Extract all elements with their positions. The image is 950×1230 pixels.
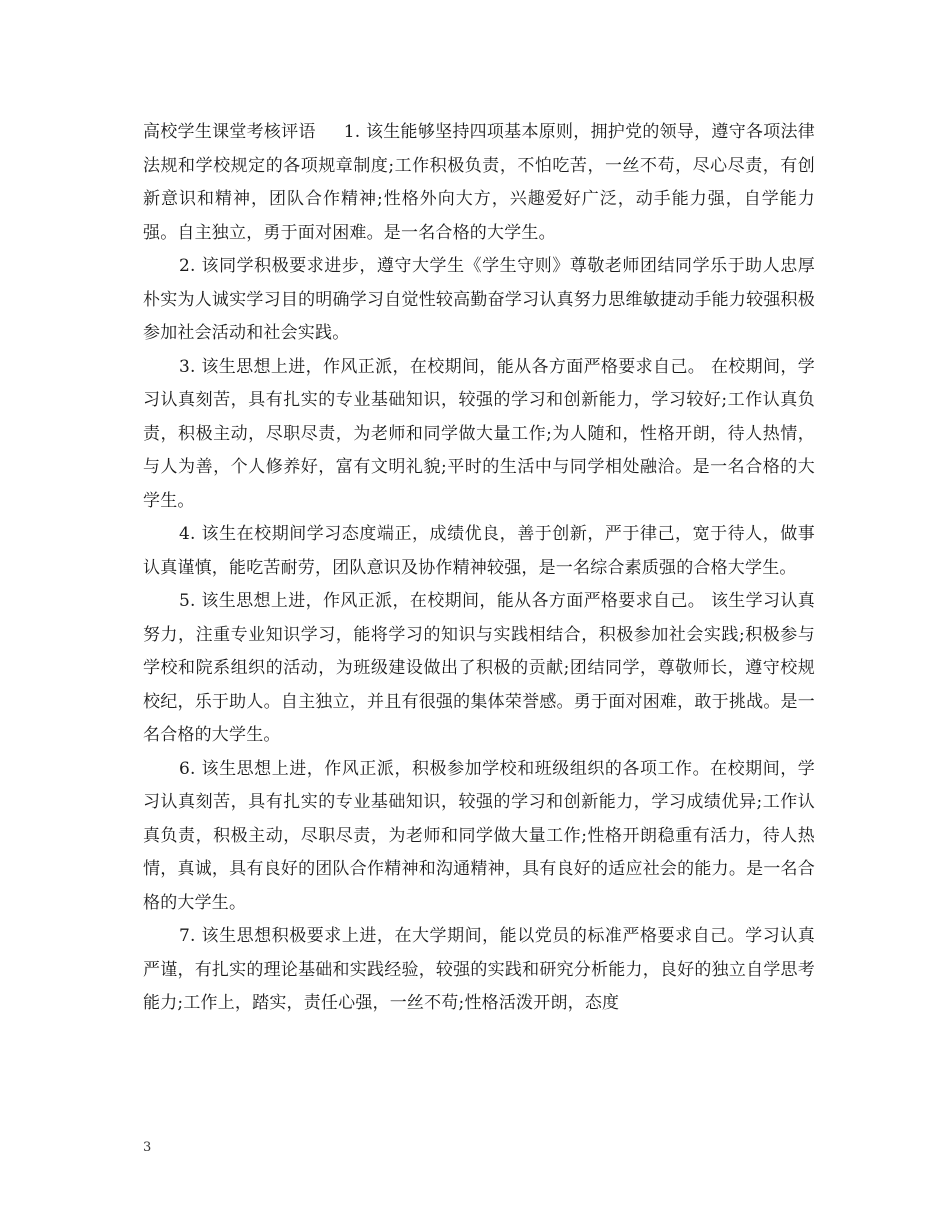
- paragraph-1-text: 1. 该生能够坚持四项基本原则，拥护党的领导，遵守各项法律法规和学校规定的各项规章制度;工作积极负责，不怕吃苦，一丝不苟，尽心尽责，有创新意识和精神，团队合作精神;性格外向大方，兴趣爱好广泛，动手能力强，自学能力强。自主独立，勇于面对困难。是一名合格的大学生。: [143, 122, 815, 243]
- page-number: 3: [143, 1140, 152, 1155]
- paragraph-5: 5. 该生思想上进，作风正派，在校期间，能从各方面严格要求自己。 该生学习认真努力，注重专业知识学习，能将学习的知识与实践相结合，积极参加社会实践;积极参与学校和院系组织的活动，为班级建设做出了积极的贡献;团结同学，尊敬师长，遵守校规校纪，乐于助人。自主独立，并且有很强的集体荣誉感。勇于面对困难，敢于挑战。是一名合格的大学生。: [143, 591, 815, 745]
- paragraph-1: [143, 116, 815, 250]
- paragraph-3: 3. 该生思想上进，作风正派，在校期间，能从各方面严格要求自己。 在校期间，学习认真刻苦，具有扎实的专业基础知识，较强的学习和创新能力，学习较好;工作认真负责，积极主动，尽职尽责，为老师和同学做大量工作;为人随和，性格开朗，待人热情，与人为善，个人修养好，富有文明礼貌;平时的生活中与同学相处融洽。是一名合格的大学生。: [143, 356, 815, 511]
- paragraph-7: 7. 该生思想积极要求上进，在大学期间，能以党员的标准严格要求自己。学习认真严谨，有扎实的理论基础和实践经验，较强的实践和研究分析能力，良好的独立自学思考能力;工作上，踏实，责任心强，一丝不苟;性格活泼开朗，态度: [143, 926, 815, 1013]
- paragraph-4: 4. 该生在校期间学习态度端正，成绩优良，善于创新，严于律己，宽于待人，做事认真谨慎，能吃苦耐劳，团队意识及协作精神较强，是一名综合素质强的合格大学生。: [143, 524, 815, 578]
- paragraph-2: 2. 该同学积极要求进步，遵守大学生《学生守则》尊敬老师团结同学乐于助人忠厚朴实为人诚实学习目的明确学习自觉性较高勤奋学习认真努力思维敏捷动手能力较强积极参加社会活动和社会实践。: [143, 256, 815, 343]
- document-title: 高校学生课堂考核评语: [143, 122, 316, 142]
- document-body: [143, 116, 815, 1021]
- paragraph-6: 6. 该生思想上进，作风正派，积极参加学校和班级组织的各项工作。在校期间，学习认真刻苦，具有扎实的专业基础知识，较强的学习和创新能力，学习成绩优异;工作认真负责，积极主动，尽职尽责，为老师和同学做大量工作;性格开朗稳重有活力，待人热情，真诚，具有良好的团队合作精神和沟通精神，具有良好的适应社会的能力。是一名合格的大学生。: [143, 758, 815, 913]
